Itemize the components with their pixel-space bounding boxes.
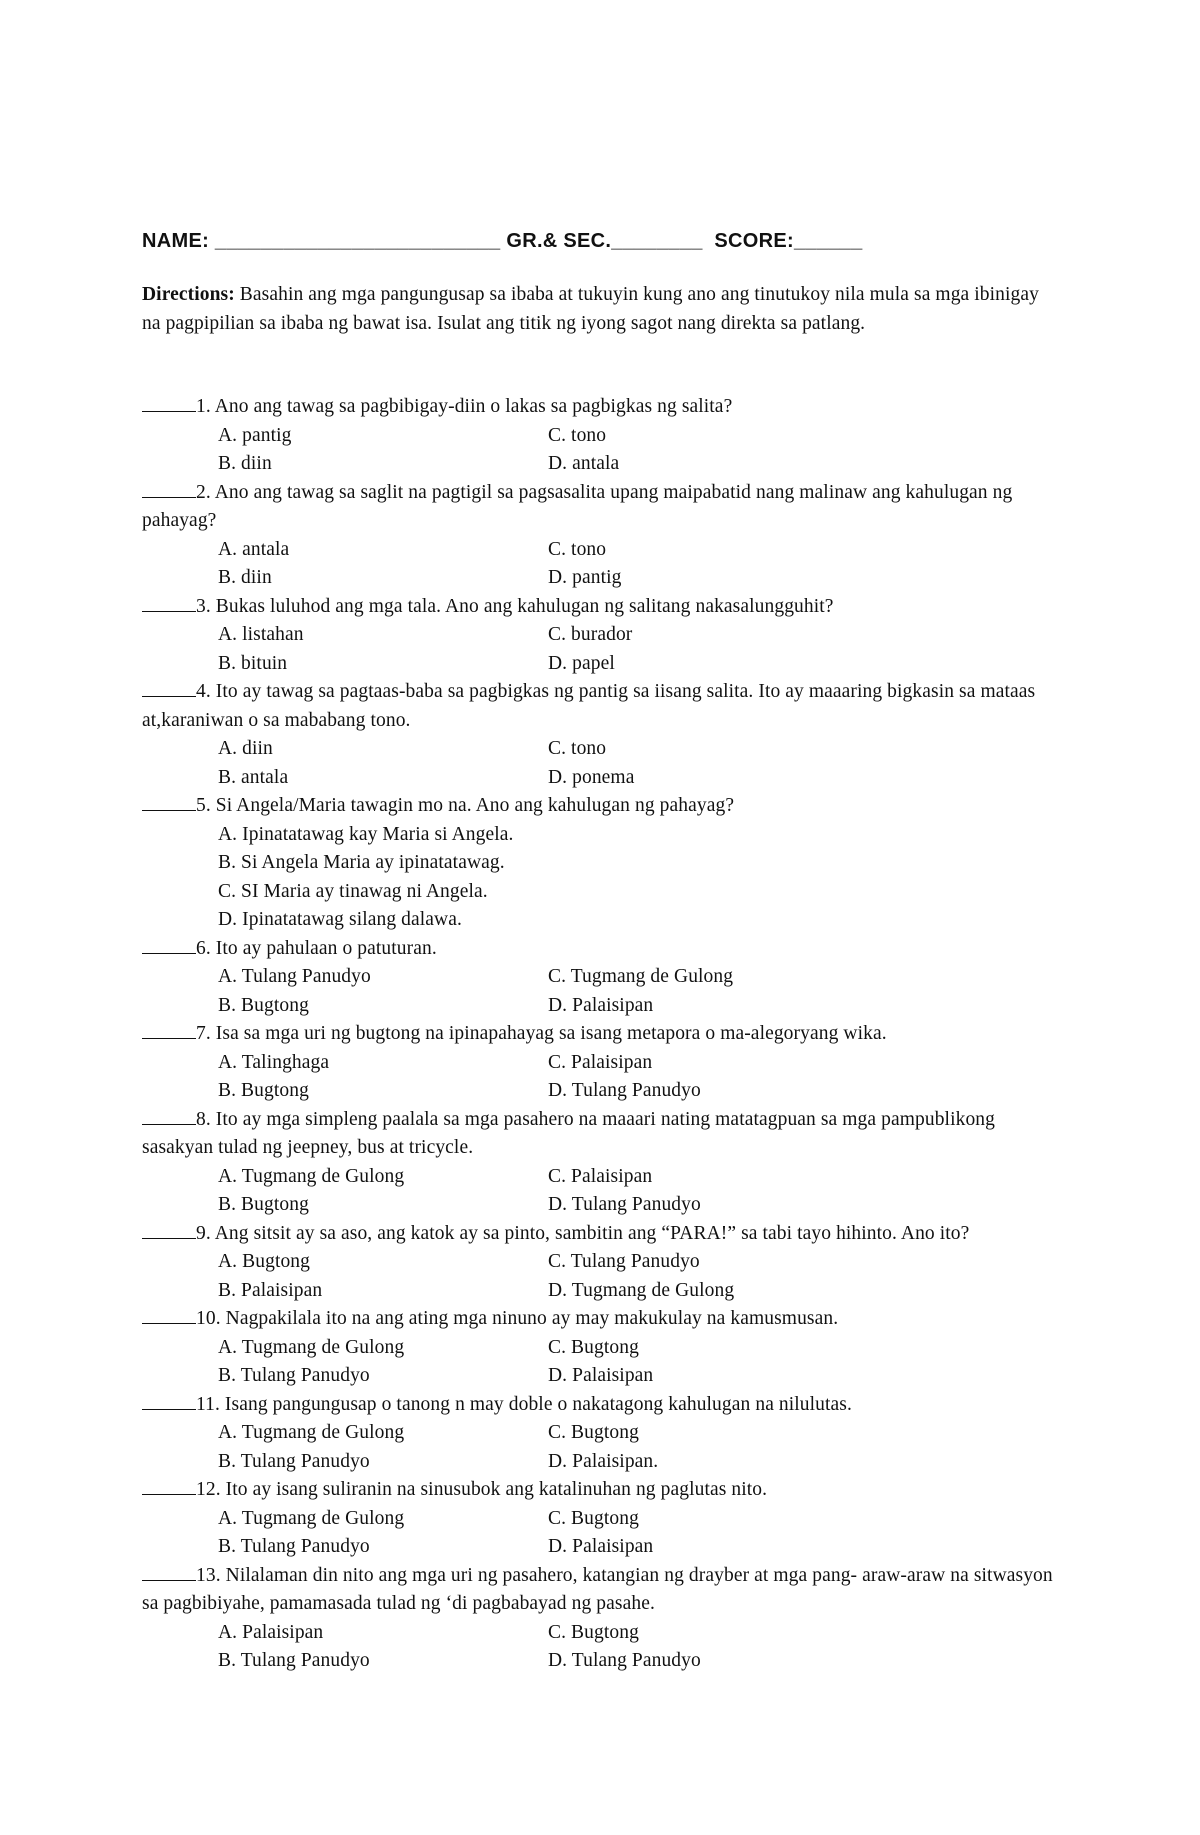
answer-blank[interactable] [142,593,196,612]
answer-blank[interactable] [142,935,196,954]
question-text: 12. Ito ay isang suliranin na sinusubok ang katalinuhan ng paglutas nito. [196,1479,768,1500]
answer-choice: B. Bugtong [218,1080,309,1101]
answer-choice: A. Talinghaga [218,1051,330,1073]
answer-choice: D. antala [548,453,620,474]
answer-blank[interactable] [142,1476,196,1495]
score-label: SCORE: [714,230,794,252]
choice-group [142,621,1062,678]
question-text: 4. Ito ay tawag sa pagtaas-baba sa pagbigkas ng pantig sa iisang salita. Ito ay maaaring bigkasin sa mataas at,karaniwan o sa mababang tono. [142,681,1036,731]
choice-group [142,1049,1062,1106]
question-text: 5. Si Angela/Maria tawagin mo na. Ano ang kahulugan ng pahayag? [196,795,735,816]
choice-group [142,963,1062,1020]
answer-choice: B. antala [218,766,289,788]
name-blank[interactable]: _________________________ [214,230,501,252]
question-item [142,593,1062,679]
answer-blank[interactable] [142,678,196,697]
answer-blank[interactable] [142,479,196,498]
question-text: 1. Ano ang tawag sa pagbibigay-diin o lakas sa pagbigkas ng salita? [196,396,733,417]
answer-choice: C. Palaisipan [548,1165,653,1187]
question-item [142,792,1062,935]
answer-blank[interactable] [142,1020,196,1039]
question-stem [142,1106,1062,1163]
question-text: 13. Nilalaman din nito ang mga uri ng pasahero, katangian ng drayber at mga pang- araw-araw na sitwasyon sa pagbibiyahe, pamamasada tulad ng ‘di pagbabayad ng pasahe. [142,1564,1053,1614]
answer-choice: D. pantig [548,567,622,588]
choice-group [142,1419,1062,1476]
answer-choice: C. Bugtong [548,1422,639,1443]
answer-choice: B. bituin [218,652,288,674]
answer-blank[interactable] [142,792,196,811]
question-item [142,935,1062,1021]
question-stem [142,678,1062,735]
choice-group [142,821,1062,935]
answer-choice: C. tono [548,538,607,560]
question-text: 2. Ano ang tawag sa saglit na pagtigil sa pagsasalita upang maipabatid nang malinaw ang kahulugan ng pahayag? [142,481,1013,531]
choice-group [142,1248,1062,1305]
answer-choice: D. Palaisipan [548,994,654,1016]
worksheet-page [142,226,1062,1676]
answer-choice: A. pantig [218,424,292,446]
answer-choice: A. Tulang Panudyo [218,966,371,987]
question-item [142,1391,1062,1477]
question-text: 6. Ito ay pahulaan o patuturan. [196,937,437,959]
question-item [142,1220,1062,1306]
choice-group [142,536,1062,593]
answer-choice: B. Tulang Panudyo [218,1650,370,1671]
header-line [142,226,1062,256]
answer-choice: A. Tugmang de Gulong [218,1422,405,1443]
answer-choice: B. Bugtong [218,1194,309,1215]
answer-blank[interactable] [142,1391,196,1410]
answer-choice: A. diin [218,738,273,759]
answer-choice: C. SI Maria ay tinawag ni Angela. [218,880,488,902]
answer-choice: C. Bugtong [548,1621,639,1643]
choice-group [142,422,1062,479]
answer-blank[interactable] [142,1106,196,1125]
answer-choice: A. Tugmang de Gulong [218,1507,405,1529]
answer-blank[interactable] [142,1305,196,1324]
choice-group [142,735,1062,792]
answer-choice: D. Tulang Panudyo [548,1650,701,1671]
question-item [142,1476,1062,1562]
choice-group [142,1163,1062,1220]
question-stem [142,1305,1062,1334]
answer-choice: A. Bugtong [218,1251,311,1272]
question-item [142,1106,1062,1220]
question-text: 10. Nagpakilala ito na ang ating mga ninuno ay may makukulay na kamusmusan. [196,1308,839,1329]
question-stem [142,1391,1062,1420]
answer-choice: A. Ipinatatawag kay Maria si Angela. [218,823,514,845]
answer-choice: D. Palaisipan. [548,1450,659,1472]
answer-choice: C. tono [548,424,607,446]
answer-choice: C. Palaisipan [548,1051,653,1073]
question-text: 7. Isa sa mga uri ng bugtong na ipinapahayag sa isang metapora o ma-alegoryang wika. [196,1023,887,1044]
choice-group [142,1619,1062,1676]
answer-choice: B. Tulang Panudyo [218,1365,370,1386]
answer-choice: A. Tugmang de Gulong [218,1336,405,1358]
answer-choice: D. Palaisipan [548,1365,654,1386]
question-item [142,1305,1062,1391]
directions-text: Basahin ang mga pangungusap sa ibaba at tukuyin kung ano ang tinutukoy nila mula sa mga ibinigay na pagpipilian sa ibaba ng bawat isa. Isulat ang titik ng iyong sagot nang direkta sa patlang. [142,284,1039,334]
question-item [142,479,1062,593]
question-text: 8. Ito ay mga simpleng paalala sa mga pasahero na maaari nating matatagpuan sa mga pampublikong sasakyan tulad ng jeepney, bus at tricycle. [142,1108,995,1158]
answer-choice: C. Tulang Panudyo [548,1251,700,1272]
answer-choice: A. listahan [218,624,304,645]
choice-group [142,1505,1062,1562]
question-stem [142,1220,1062,1249]
answer-choice: A. Palaisipan [218,1621,324,1643]
directions-label: Directions: [142,284,235,305]
answer-choice: C. tono [548,738,607,759]
answer-blank[interactable] [142,393,196,412]
question-item [142,393,1062,479]
answer-choice: D. ponema [548,766,635,788]
answer-choice: A. Tugmang de Gulong [218,1165,405,1187]
section-label: GR.& SEC. [506,230,612,252]
score-blank[interactable]: ______ [793,230,863,252]
answer-choice: A. antala [218,538,290,560]
answer-choice: D. Tulang Panudyo [548,1080,701,1101]
choice-group [142,1334,1062,1391]
answer-choice: C. Bugtong [548,1507,639,1529]
question-item [142,678,1062,792]
directions [142,280,1062,338]
question-stem [142,1476,1062,1505]
question-stem [142,479,1062,536]
question-stem [142,792,1062,821]
name-label: NAME: [142,230,210,252]
question-text: 9. Ang sitsit ay sa aso, ang katok ay sa pinto, sambitin ang “PARA!” sa tabi tayo hihinto. Ano ito? [196,1222,970,1244]
answer-choice: D. Tulang Panudyo [548,1194,701,1215]
answer-choice: D. Palaisipan [548,1536,654,1557]
section-blank[interactable]: ________ [611,230,703,252]
question-stem [142,935,1062,964]
answer-blank[interactable] [142,1562,196,1581]
question-stem [142,1562,1062,1619]
question-item [142,1562,1062,1676]
answer-choice: B. Si Angela Maria ay ipinatatawag. [218,852,505,873]
answer-choice: C. Tugmang de Gulong [548,966,734,987]
answer-choice: D. Ipinatatawag silang dalawa. [218,909,462,930]
answer-choice: D. papel [548,652,615,674]
answer-choice: B. diin [218,453,272,474]
answer-choice: D. Tugmang de Gulong [548,1279,735,1301]
answer-choice: B. Tulang Panudyo [218,1536,370,1557]
question-stem [142,593,1062,622]
question-text: 11. Isang pangungusap o tanong n may doble o nakatagong kahulugan na nilulutas. [196,1393,852,1415]
answer-choice: B. Palaisipan [218,1279,323,1301]
answer-blank[interactable] [142,1220,196,1239]
answer-choice: C. Bugtong [548,1336,639,1358]
answer-choice: B. diin [218,567,272,588]
answer-choice: B. Bugtong [218,994,309,1016]
question-item [142,1020,1062,1106]
question-list [142,393,1062,1676]
question-stem [142,393,1062,422]
question-text: 3. Bukas luluhod ang mga tala. Ano ang kahulugan ng salitang nakasalungguhit? [196,595,834,617]
answer-choice: B. Tulang Panudyo [218,1450,370,1472]
question-stem [142,1020,1062,1049]
answer-choice: C. burador [548,624,633,645]
